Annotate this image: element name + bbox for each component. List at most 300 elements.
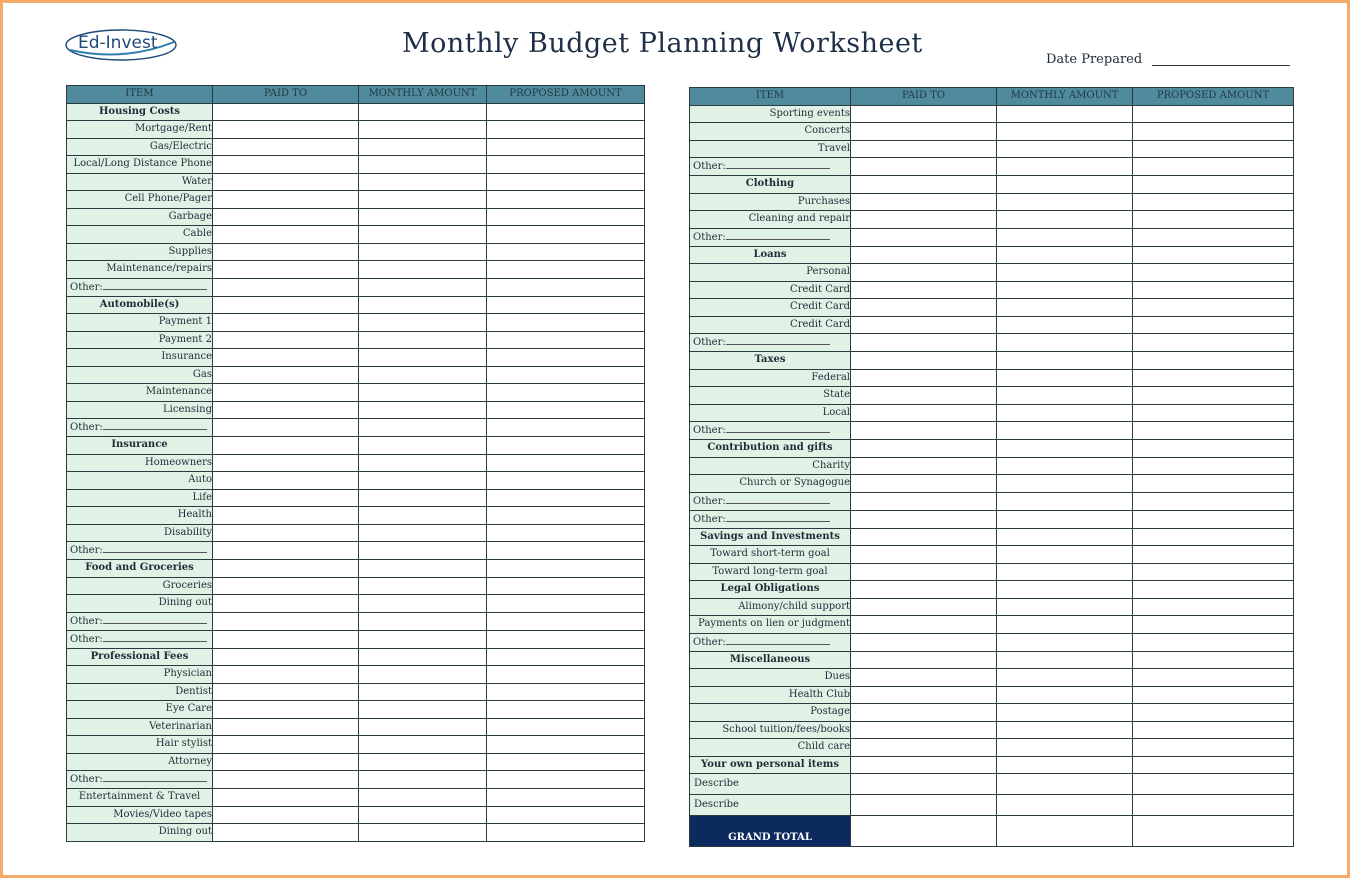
monthly-amount-cell[interactable] bbox=[997, 581, 1133, 599]
paid-to-cell[interactable] bbox=[851, 598, 997, 616]
monthly-amount-cell[interactable] bbox=[359, 666, 487, 684]
proposed-amount-cell[interactable] bbox=[1133, 176, 1294, 194]
paid-to-cell[interactable] bbox=[213, 507, 359, 525]
item-text: Maintenance/repairs bbox=[106, 263, 212, 275]
proposed-amount-cell[interactable] bbox=[1133, 158, 1294, 176]
monthly-amount-cell[interactable] bbox=[359, 366, 487, 384]
proposed-amount-cell[interactable] bbox=[1133, 686, 1294, 704]
monthly-amount-cell[interactable] bbox=[997, 211, 1133, 229]
paid-to-cell[interactable] bbox=[851, 457, 997, 475]
item-label bbox=[690, 193, 851, 211]
item-text: Other: bbox=[70, 422, 103, 433]
paid-to-cell[interactable] bbox=[213, 419, 359, 437]
monthly-amount-cell[interactable] bbox=[359, 736, 487, 754]
monthly-amount-cell[interactable] bbox=[997, 651, 1133, 669]
monthly-amount-cell[interactable] bbox=[359, 630, 487, 648]
monthly-amount-cell[interactable] bbox=[359, 701, 487, 719]
paid-to-cell[interactable] bbox=[213, 331, 359, 349]
monthly-amount-cell[interactable] bbox=[359, 331, 487, 349]
monthly-amount-cell[interactable] bbox=[359, 472, 487, 490]
paid-to-cell[interactable] bbox=[851, 739, 997, 757]
item-label bbox=[67, 419, 213, 437]
item-text: Dining out bbox=[158, 597, 212, 609]
paid-to-cell[interactable] bbox=[213, 472, 359, 490]
category-text: Insurance bbox=[111, 439, 168, 451]
monthly-amount-cell[interactable] bbox=[359, 384, 487, 402]
monthly-amount-cell[interactable] bbox=[359, 789, 487, 807]
monthly-amount-cell[interactable] bbox=[997, 669, 1133, 687]
paid-to-cell[interactable] bbox=[851, 299, 997, 317]
monthly-amount-cell[interactable] bbox=[997, 264, 1133, 282]
proposed-amount-cell[interactable] bbox=[1133, 581, 1294, 599]
right-budget-table bbox=[689, 87, 1294, 847]
item-text: Other: bbox=[693, 231, 726, 243]
proposed-amount-cell[interactable] bbox=[487, 226, 645, 244]
other-write-in-line[interactable] bbox=[103, 419, 207, 430]
category-label bbox=[67, 437, 213, 455]
proposed-amount-cell[interactable] bbox=[1133, 422, 1294, 440]
monthly-amount-cell[interactable] bbox=[359, 191, 487, 209]
paid-to-cell[interactable] bbox=[851, 704, 997, 722]
paid-to-cell[interactable] bbox=[851, 228, 997, 246]
monthly-amount-cell[interactable] bbox=[359, 824, 487, 842]
proposed-amount-cell[interactable] bbox=[1133, 721, 1294, 739]
proposed-amount-cell[interactable] bbox=[487, 366, 645, 384]
paid-to-cell[interactable] bbox=[213, 648, 359, 666]
paid-to-cell[interactable] bbox=[213, 173, 359, 191]
paid-to-cell[interactable] bbox=[213, 401, 359, 419]
monthly-amount-cell[interactable] bbox=[359, 771, 487, 789]
monthly-amount-cell[interactable] bbox=[359, 243, 487, 261]
paid-to-cell[interactable] bbox=[213, 243, 359, 261]
monthly-amount-cell[interactable] bbox=[359, 121, 487, 139]
paid-to-cell[interactable] bbox=[851, 528, 997, 546]
proposed-amount-cell[interactable] bbox=[487, 718, 645, 736]
proposed-amount-cell[interactable] bbox=[487, 173, 645, 191]
paid-to-cell[interactable] bbox=[213, 191, 359, 209]
proposed-amount-cell[interactable] bbox=[487, 736, 645, 754]
paid-to-cell[interactable] bbox=[213, 612, 359, 630]
paid-to-cell[interactable] bbox=[851, 563, 997, 581]
monthly-amount-cell[interactable] bbox=[997, 756, 1133, 774]
monthly-amount-cell[interactable] bbox=[359, 156, 487, 174]
proposed-amount-cell[interactable] bbox=[487, 472, 645, 490]
proposed-amount-cell[interactable] bbox=[487, 437, 645, 455]
monthly-amount-cell[interactable] bbox=[359, 489, 487, 507]
monthly-amount-cell[interactable] bbox=[359, 648, 487, 666]
proposed-amount-cell[interactable] bbox=[1133, 774, 1294, 795]
paid-to-cell[interactable] bbox=[851, 281, 997, 299]
proposed-amount-cell[interactable] bbox=[1133, 140, 1294, 158]
paid-to-cell[interactable] bbox=[851, 404, 997, 422]
paid-to-cell[interactable] bbox=[213, 771, 359, 789]
monthly-amount-cell[interactable] bbox=[997, 704, 1133, 722]
proposed-amount-cell[interactable] bbox=[487, 753, 645, 771]
proposed-amount-cell[interactable] bbox=[1133, 281, 1294, 299]
monthly-amount-cell[interactable] bbox=[359, 753, 487, 771]
monthly-amount-cell[interactable] bbox=[997, 546, 1133, 564]
proposed-amount-cell[interactable] bbox=[1133, 316, 1294, 334]
paid-to-cell[interactable] bbox=[213, 683, 359, 701]
paid-to-cell[interactable] bbox=[213, 824, 359, 842]
paid-to-cell[interactable] bbox=[851, 140, 997, 158]
monthly-amount-cell[interactable] bbox=[359, 507, 487, 525]
monthly-amount-cell[interactable] bbox=[997, 105, 1133, 123]
paid-to-cell[interactable] bbox=[213, 121, 359, 139]
proposed-amount-cell[interactable] bbox=[1133, 228, 1294, 246]
table-row bbox=[67, 595, 645, 613]
item-text: Veterinarian bbox=[149, 720, 212, 732]
proposed-amount-cell[interactable] bbox=[1133, 616, 1294, 634]
table-row bbox=[67, 226, 645, 244]
paid-to-cell[interactable] bbox=[851, 211, 997, 229]
proposed-amount-cell[interactable] bbox=[1133, 598, 1294, 616]
monthly-amount-cell[interactable] bbox=[997, 387, 1133, 405]
proposed-amount-cell[interactable] bbox=[487, 331, 645, 349]
category-label bbox=[690, 440, 851, 458]
other-write-in-line[interactable] bbox=[103, 279, 207, 290]
proposed-amount-cell[interactable] bbox=[1133, 299, 1294, 317]
monthly-amount-cell[interactable] bbox=[359, 296, 487, 314]
paid-to-cell[interactable] bbox=[213, 666, 359, 684]
paid-to-cell[interactable] bbox=[213, 261, 359, 279]
monthly-amount-cell[interactable] bbox=[359, 208, 487, 226]
proposed-amount-cell[interactable] bbox=[1133, 510, 1294, 528]
proposed-amount-cell[interactable] bbox=[487, 454, 645, 472]
proposed-amount-cell[interactable] bbox=[1133, 651, 1294, 669]
paid-to-cell[interactable] bbox=[851, 546, 997, 564]
paid-to-cell[interactable] bbox=[851, 686, 997, 704]
proposed-amount-cell[interactable] bbox=[1133, 528, 1294, 546]
paid-to-cell[interactable] bbox=[851, 316, 997, 334]
paid-to-cell[interactable] bbox=[851, 616, 997, 634]
proposed-amount-cell[interactable] bbox=[1133, 563, 1294, 581]
item-text: Dues bbox=[824, 671, 850, 683]
proposed-amount-cell[interactable] bbox=[487, 191, 645, 209]
table-row bbox=[690, 774, 1294, 795]
proposed-amount-cell[interactable] bbox=[487, 138, 645, 156]
other-write-in-line[interactable] bbox=[103, 542, 207, 553]
proposed-amount-cell[interactable] bbox=[487, 789, 645, 807]
monthly-amount-cell[interactable] bbox=[997, 739, 1133, 757]
proposed-amount-cell[interactable] bbox=[1133, 369, 1294, 387]
proposed-amount-cell[interactable] bbox=[1133, 739, 1294, 757]
monthly-amount-cell[interactable] bbox=[359, 524, 487, 542]
paid-to-cell[interactable] bbox=[213, 349, 359, 367]
item-label bbox=[690, 669, 851, 687]
proposed-amount-cell[interactable] bbox=[1133, 193, 1294, 211]
paid-to-cell[interactable] bbox=[213, 560, 359, 578]
paid-to-cell[interactable] bbox=[851, 264, 997, 282]
item-text: Disability bbox=[164, 526, 212, 538]
paid-to-cell[interactable] bbox=[213, 577, 359, 595]
monthly-amount-cell[interactable] bbox=[997, 457, 1133, 475]
paid-to-cell[interactable] bbox=[851, 651, 997, 669]
proposed-amount-cell[interactable] bbox=[487, 612, 645, 630]
paid-to-cell[interactable] bbox=[851, 387, 997, 405]
monthly-amount-cell[interactable] bbox=[997, 633, 1133, 651]
proposed-amount-cell[interactable] bbox=[487, 419, 645, 437]
monthly-amount-cell[interactable] bbox=[359, 103, 487, 121]
paid-to-cell[interactable] bbox=[213, 630, 359, 648]
monthly-amount-cell[interactable] bbox=[997, 440, 1133, 458]
paid-to-cell[interactable] bbox=[851, 193, 997, 211]
proposed-amount-cell[interactable] bbox=[487, 349, 645, 367]
other-write-in-line[interactable] bbox=[726, 334, 830, 345]
paid-to-cell[interactable] bbox=[851, 352, 997, 370]
other-write-in-line[interactable] bbox=[726, 229, 830, 240]
monthly-amount-cell[interactable] bbox=[997, 316, 1133, 334]
proposed-amount-cell[interactable] bbox=[487, 384, 645, 402]
proposed-amount-cell[interactable] bbox=[487, 771, 645, 789]
proposed-amount-cell[interactable] bbox=[487, 121, 645, 139]
proposed-amount-cell[interactable] bbox=[487, 666, 645, 684]
item-label bbox=[67, 208, 213, 226]
proposed-amount-cell[interactable] bbox=[487, 507, 645, 525]
monthly-amount-cell[interactable] bbox=[359, 138, 487, 156]
paid-to-cell[interactable] bbox=[213, 595, 359, 613]
proposed-amount-cell[interactable] bbox=[1133, 334, 1294, 352]
monthly-amount-cell[interactable] bbox=[997, 721, 1133, 739]
paid-to-cell[interactable] bbox=[213, 736, 359, 754]
proposed-amount-cell[interactable] bbox=[1133, 704, 1294, 722]
paid-to-cell[interactable] bbox=[213, 701, 359, 719]
item-text: Payment 2 bbox=[158, 333, 212, 345]
monthly-amount-cell[interactable] bbox=[997, 352, 1133, 370]
paid-to-cell[interactable] bbox=[213, 103, 359, 121]
monthly-amount-cell[interactable] bbox=[997, 598, 1133, 616]
proposed-amount-cell[interactable] bbox=[487, 542, 645, 560]
monthly-amount-cell[interactable] bbox=[359, 595, 487, 613]
item-label bbox=[67, 278, 213, 296]
table-row bbox=[690, 616, 1294, 634]
other-write-in-line[interactable] bbox=[726, 511, 830, 522]
proposed-amount-cell[interactable] bbox=[1133, 404, 1294, 422]
paid-to-cell[interactable] bbox=[213, 226, 359, 244]
monthly-amount-cell[interactable] bbox=[997, 795, 1133, 816]
proposed-amount-cell[interactable] bbox=[487, 524, 645, 542]
proposed-amount-cell[interactable] bbox=[1133, 387, 1294, 405]
proposed-amount-cell[interactable] bbox=[1133, 756, 1294, 774]
monthly-amount-cell[interactable] bbox=[359, 806, 487, 824]
paid-to-cell[interactable] bbox=[851, 422, 997, 440]
proposed-amount-cell[interactable] bbox=[487, 577, 645, 595]
proposed-amount-cell[interactable] bbox=[487, 208, 645, 226]
monthly-amount-cell[interactable] bbox=[997, 774, 1133, 795]
other-write-in-line[interactable] bbox=[103, 631, 207, 642]
table-row bbox=[690, 721, 1294, 739]
paid-to-cell[interactable] bbox=[851, 369, 997, 387]
monthly-amount-cell[interactable] bbox=[997, 369, 1133, 387]
monthly-amount-cell[interactable] bbox=[997, 228, 1133, 246]
paid-to-cell[interactable] bbox=[213, 296, 359, 314]
paid-to-cell[interactable] bbox=[851, 105, 997, 123]
paid-to-cell[interactable] bbox=[213, 278, 359, 296]
monthly-amount-cell[interactable] bbox=[997, 176, 1133, 194]
item-text: Hair stylist bbox=[155, 738, 212, 750]
proposed-amount-cell[interactable] bbox=[487, 595, 645, 613]
proposed-amount-cell[interactable] bbox=[487, 683, 645, 701]
monthly-amount-cell[interactable] bbox=[997, 528, 1133, 546]
paid-to-cell[interactable] bbox=[851, 440, 997, 458]
other-write-in-line[interactable] bbox=[726, 493, 830, 504]
proposed-amount-cell[interactable] bbox=[487, 103, 645, 121]
monthly-amount-cell[interactable] bbox=[997, 563, 1133, 581]
paid-to-cell[interactable] bbox=[851, 510, 997, 528]
monthly-amount-cell[interactable] bbox=[997, 475, 1133, 493]
monthly-amount-cell[interactable] bbox=[359, 612, 487, 630]
monthly-amount-cell[interactable] bbox=[997, 299, 1133, 317]
proposed-amount-cell[interactable] bbox=[487, 630, 645, 648]
paid-to-cell[interactable] bbox=[851, 334, 997, 352]
monthly-amount-cell[interactable] bbox=[997, 140, 1133, 158]
date-prepared-field[interactable] bbox=[1152, 65, 1290, 66]
item-label bbox=[690, 316, 851, 334]
monthly-amount-cell[interactable] bbox=[359, 226, 487, 244]
paid-to-cell[interactable] bbox=[213, 384, 359, 402]
paid-to-cell[interactable] bbox=[851, 158, 997, 176]
proposed-amount-cell[interactable] bbox=[1133, 440, 1294, 458]
monthly-amount-cell[interactable] bbox=[359, 454, 487, 472]
paid-to-cell[interactable] bbox=[213, 156, 359, 174]
monthly-amount-cell[interactable] bbox=[359, 261, 487, 279]
monthly-amount-cell[interactable] bbox=[997, 404, 1133, 422]
proposed-amount-cell[interactable] bbox=[1133, 246, 1294, 264]
monthly-amount-cell[interactable] bbox=[359, 683, 487, 701]
paid-to-cell[interactable] bbox=[213, 208, 359, 226]
proposed-amount-cell[interactable] bbox=[487, 296, 645, 314]
monthly-amount-cell[interactable] bbox=[997, 510, 1133, 528]
paid-to-cell[interactable] bbox=[851, 721, 997, 739]
item-label bbox=[67, 771, 213, 789]
item-text: Homeowners bbox=[145, 456, 212, 468]
proposed-amount-cell[interactable] bbox=[1133, 123, 1294, 141]
paid-to-cell[interactable] bbox=[213, 753, 359, 771]
paid-to-cell[interactable] bbox=[851, 492, 997, 510]
paid-to-cell[interactable] bbox=[851, 176, 997, 194]
item-text: Other: bbox=[70, 545, 103, 556]
monthly-amount-cell[interactable] bbox=[997, 246, 1133, 264]
monthly-amount-cell[interactable] bbox=[997, 492, 1133, 510]
paid-to-cell[interactable] bbox=[213, 314, 359, 332]
proposed-amount-cell[interactable] bbox=[1133, 546, 1294, 564]
paid-to-cell[interactable] bbox=[851, 816, 997, 847]
monthly-amount-cell[interactable] bbox=[359, 349, 487, 367]
category-text: Savings and Investments bbox=[700, 530, 840, 542]
paid-to-cell[interactable] bbox=[213, 524, 359, 542]
proposed-amount-cell[interactable] bbox=[1133, 457, 1294, 475]
paid-to-cell[interactable] bbox=[213, 789, 359, 807]
monthly-amount-cell[interactable] bbox=[359, 542, 487, 560]
paid-to-cell[interactable] bbox=[213, 437, 359, 455]
proposed-amount-cell[interactable] bbox=[1133, 816, 1294, 847]
proposed-amount-cell[interactable] bbox=[487, 261, 645, 279]
monthly-amount-cell[interactable] bbox=[359, 560, 487, 578]
category-label bbox=[690, 528, 851, 546]
paid-to-cell[interactable] bbox=[213, 138, 359, 156]
paid-to-cell[interactable] bbox=[851, 581, 997, 599]
paid-to-cell[interactable] bbox=[851, 756, 997, 774]
monthly-amount-cell[interactable] bbox=[359, 577, 487, 595]
paid-to-cell[interactable] bbox=[851, 633, 997, 651]
monthly-amount-cell[interactable] bbox=[359, 718, 487, 736]
item-text: Describe bbox=[694, 799, 739, 810]
proposed-amount-cell[interactable] bbox=[487, 824, 645, 842]
proposed-amount-cell[interactable] bbox=[487, 243, 645, 261]
paid-to-cell[interactable] bbox=[851, 475, 997, 493]
proposed-amount-cell[interactable] bbox=[487, 648, 645, 666]
monthly-amount-cell[interactable] bbox=[997, 158, 1133, 176]
table-row bbox=[690, 546, 1294, 564]
item-text: Gas/Electric bbox=[149, 140, 212, 152]
other-write-in-line[interactable] bbox=[103, 613, 207, 624]
monthly-amount-cell[interactable] bbox=[997, 281, 1133, 299]
proposed-amount-cell[interactable] bbox=[1133, 352, 1294, 370]
monthly-amount-cell[interactable] bbox=[997, 334, 1133, 352]
paid-to-cell[interactable] bbox=[213, 366, 359, 384]
monthly-amount-cell[interactable] bbox=[997, 686, 1133, 704]
table-row bbox=[690, 211, 1294, 229]
other-write-in-line[interactable] bbox=[726, 158, 830, 169]
monthly-amount-cell[interactable] bbox=[997, 123, 1133, 141]
proposed-amount-cell[interactable] bbox=[1133, 669, 1294, 687]
monthly-amount-cell[interactable] bbox=[997, 616, 1133, 634]
monthly-amount-cell[interactable] bbox=[359, 173, 487, 191]
paid-to-cell[interactable] bbox=[851, 123, 997, 141]
other-write-in-line[interactable] bbox=[103, 771, 207, 782]
monthly-amount-cell[interactable] bbox=[359, 314, 487, 332]
monthly-amount-cell[interactable] bbox=[997, 422, 1133, 440]
proposed-amount-cell[interactable] bbox=[487, 401, 645, 419]
monthly-amount-cell[interactable] bbox=[997, 193, 1133, 211]
paid-to-cell[interactable] bbox=[851, 669, 997, 687]
table-row bbox=[67, 701, 645, 719]
proposed-amount-cell[interactable] bbox=[487, 278, 645, 296]
paid-to-cell[interactable] bbox=[213, 489, 359, 507]
monthly-amount-cell[interactable] bbox=[359, 278, 487, 296]
paid-to-cell[interactable] bbox=[213, 454, 359, 472]
proposed-amount-cell[interactable] bbox=[487, 701, 645, 719]
table-row bbox=[690, 140, 1294, 158]
paid-to-cell[interactable] bbox=[851, 246, 997, 264]
proposed-amount-cell[interactable] bbox=[487, 314, 645, 332]
proposed-amount-cell[interactable] bbox=[1133, 211, 1294, 229]
item-text: Water bbox=[181, 175, 212, 187]
paid-to-cell[interactable] bbox=[851, 795, 997, 816]
proposed-amount-cell[interactable] bbox=[1133, 492, 1294, 510]
proposed-amount-cell[interactable] bbox=[1133, 264, 1294, 282]
other-write-in-line[interactable] bbox=[726, 634, 830, 645]
proposed-amount-cell[interactable] bbox=[1133, 105, 1294, 123]
proposed-amount-cell[interactable] bbox=[1133, 475, 1294, 493]
other-write-in-line[interactable] bbox=[726, 422, 830, 433]
proposed-amount-cell[interactable] bbox=[487, 156, 645, 174]
left-budget-table bbox=[66, 85, 645, 842]
proposed-amount-cell[interactable] bbox=[487, 489, 645, 507]
monthly-amount-cell[interactable] bbox=[359, 419, 487, 437]
proposed-amount-cell[interactable] bbox=[487, 560, 645, 578]
paid-to-cell[interactable] bbox=[213, 806, 359, 824]
paid-to-cell[interactable] bbox=[213, 542, 359, 560]
monthly-amount-cell[interactable] bbox=[997, 816, 1133, 847]
paid-to-cell[interactable] bbox=[851, 774, 997, 795]
proposed-amount-cell[interactable] bbox=[1133, 633, 1294, 651]
proposed-amount-cell[interactable] bbox=[1133, 795, 1294, 816]
monthly-amount-cell[interactable] bbox=[359, 437, 487, 455]
monthly-amount-cell[interactable] bbox=[359, 401, 487, 419]
proposed-amount-cell[interactable] bbox=[487, 806, 645, 824]
paid-to-cell[interactable] bbox=[213, 718, 359, 736]
